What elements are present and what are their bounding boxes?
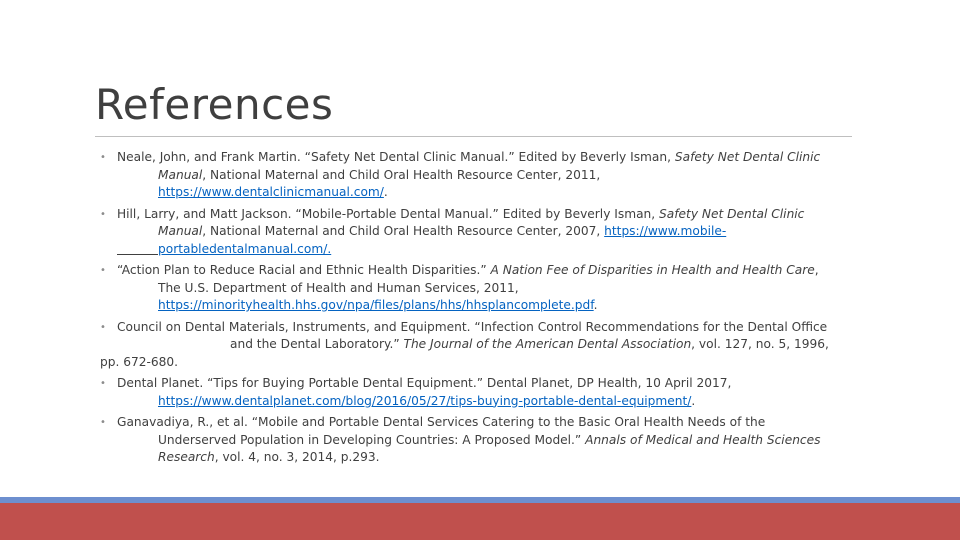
bullet-icon: • [100,378,106,389]
reference-link[interactable]: https://www.dentalplanet.com/blog/2016/05/27/tips-buying-portable-dental-equipment/ [158,393,692,408]
reference-item: • “Action Plan to Reduce Racial and Ethnic Health Disparities.” A Nation Fee of Disparities in Health and Health Care, The U.S. Department of Health and Human Services, 2011, https://minorityhealth.hhs.gov/npa/files/plans/hhs/hhsplancomplete.pdf. [100,263,819,312]
reference-link[interactable]: https://www.dentalclinicmanual.com/ [158,185,384,199]
reference-link[interactable]: portabledentalmanual.com/. [158,241,332,256]
footer-band [0,503,960,540]
bullet-icon: • [100,417,106,428]
slide-title: References [95,80,334,129]
references-list [100,149,870,471]
bullet-icon: • [100,152,106,163]
bullet-icon: • [100,265,106,276]
reference-item: • Dental Planet. “Tips for Buying Portable Dental Equipment.” Dental Planet, DP Health, 10 April 2017, https://www.dentalplanet.com/blog/2016/05/27/tips-buying-portable-dental-equipment/. [100,376,732,408]
reference-item: • Ganavadiya, R., et al. “Mobile and Portable Dental Services Catering to the Basic Oral Health Needs of the Underserved Population in Developing Countries: A Proposed Model.” Annals of Medical and Health Sciences Research, vol. 4, no. 3, 2014, p.293. [100,415,821,464]
reference-item: • Neale, John, and Frank Martin. “Safety Net Dental Clinic Manual.” Edited by Beverly Isman, Safety Net Dental Clinic Manual, National Maternal and Child Oral Health Resource Center, 2011, https://www.dentalclinicmanual.com/. [100,150,821,199]
reference-item: • Council on Dental Materials, Instruments, and Equipment. “Infection Control Recommendations for the Dental Office and the Dental Laboratory.” The Journal of the American Dental Association, vol. 127, no. 5, 1996, pp. 672-680. [100,319,829,369]
link-underline [117,241,158,255]
title-divider [95,136,852,137]
bullet-icon: • [100,208,106,220]
reference-link[interactable]: https://www.mobile- [604,224,727,238]
reference-link[interactable]: https://minorityhealth.hhs.gov/npa/files/plans/hhs/hhsplancomplete.pdf [158,298,594,312]
reference-item: • Hill, Larry, and Matt Jackson. “Mobile-Portable Dental Manual.” Edited by Beverly Isman, Safety Net Dental Clinic Manual, National Maternal and Child Oral Health Resource Center, 2007, https://www.mobile- portabledentalmanual.com/. [100,206,805,256]
bullet-icon: • [100,321,106,333]
